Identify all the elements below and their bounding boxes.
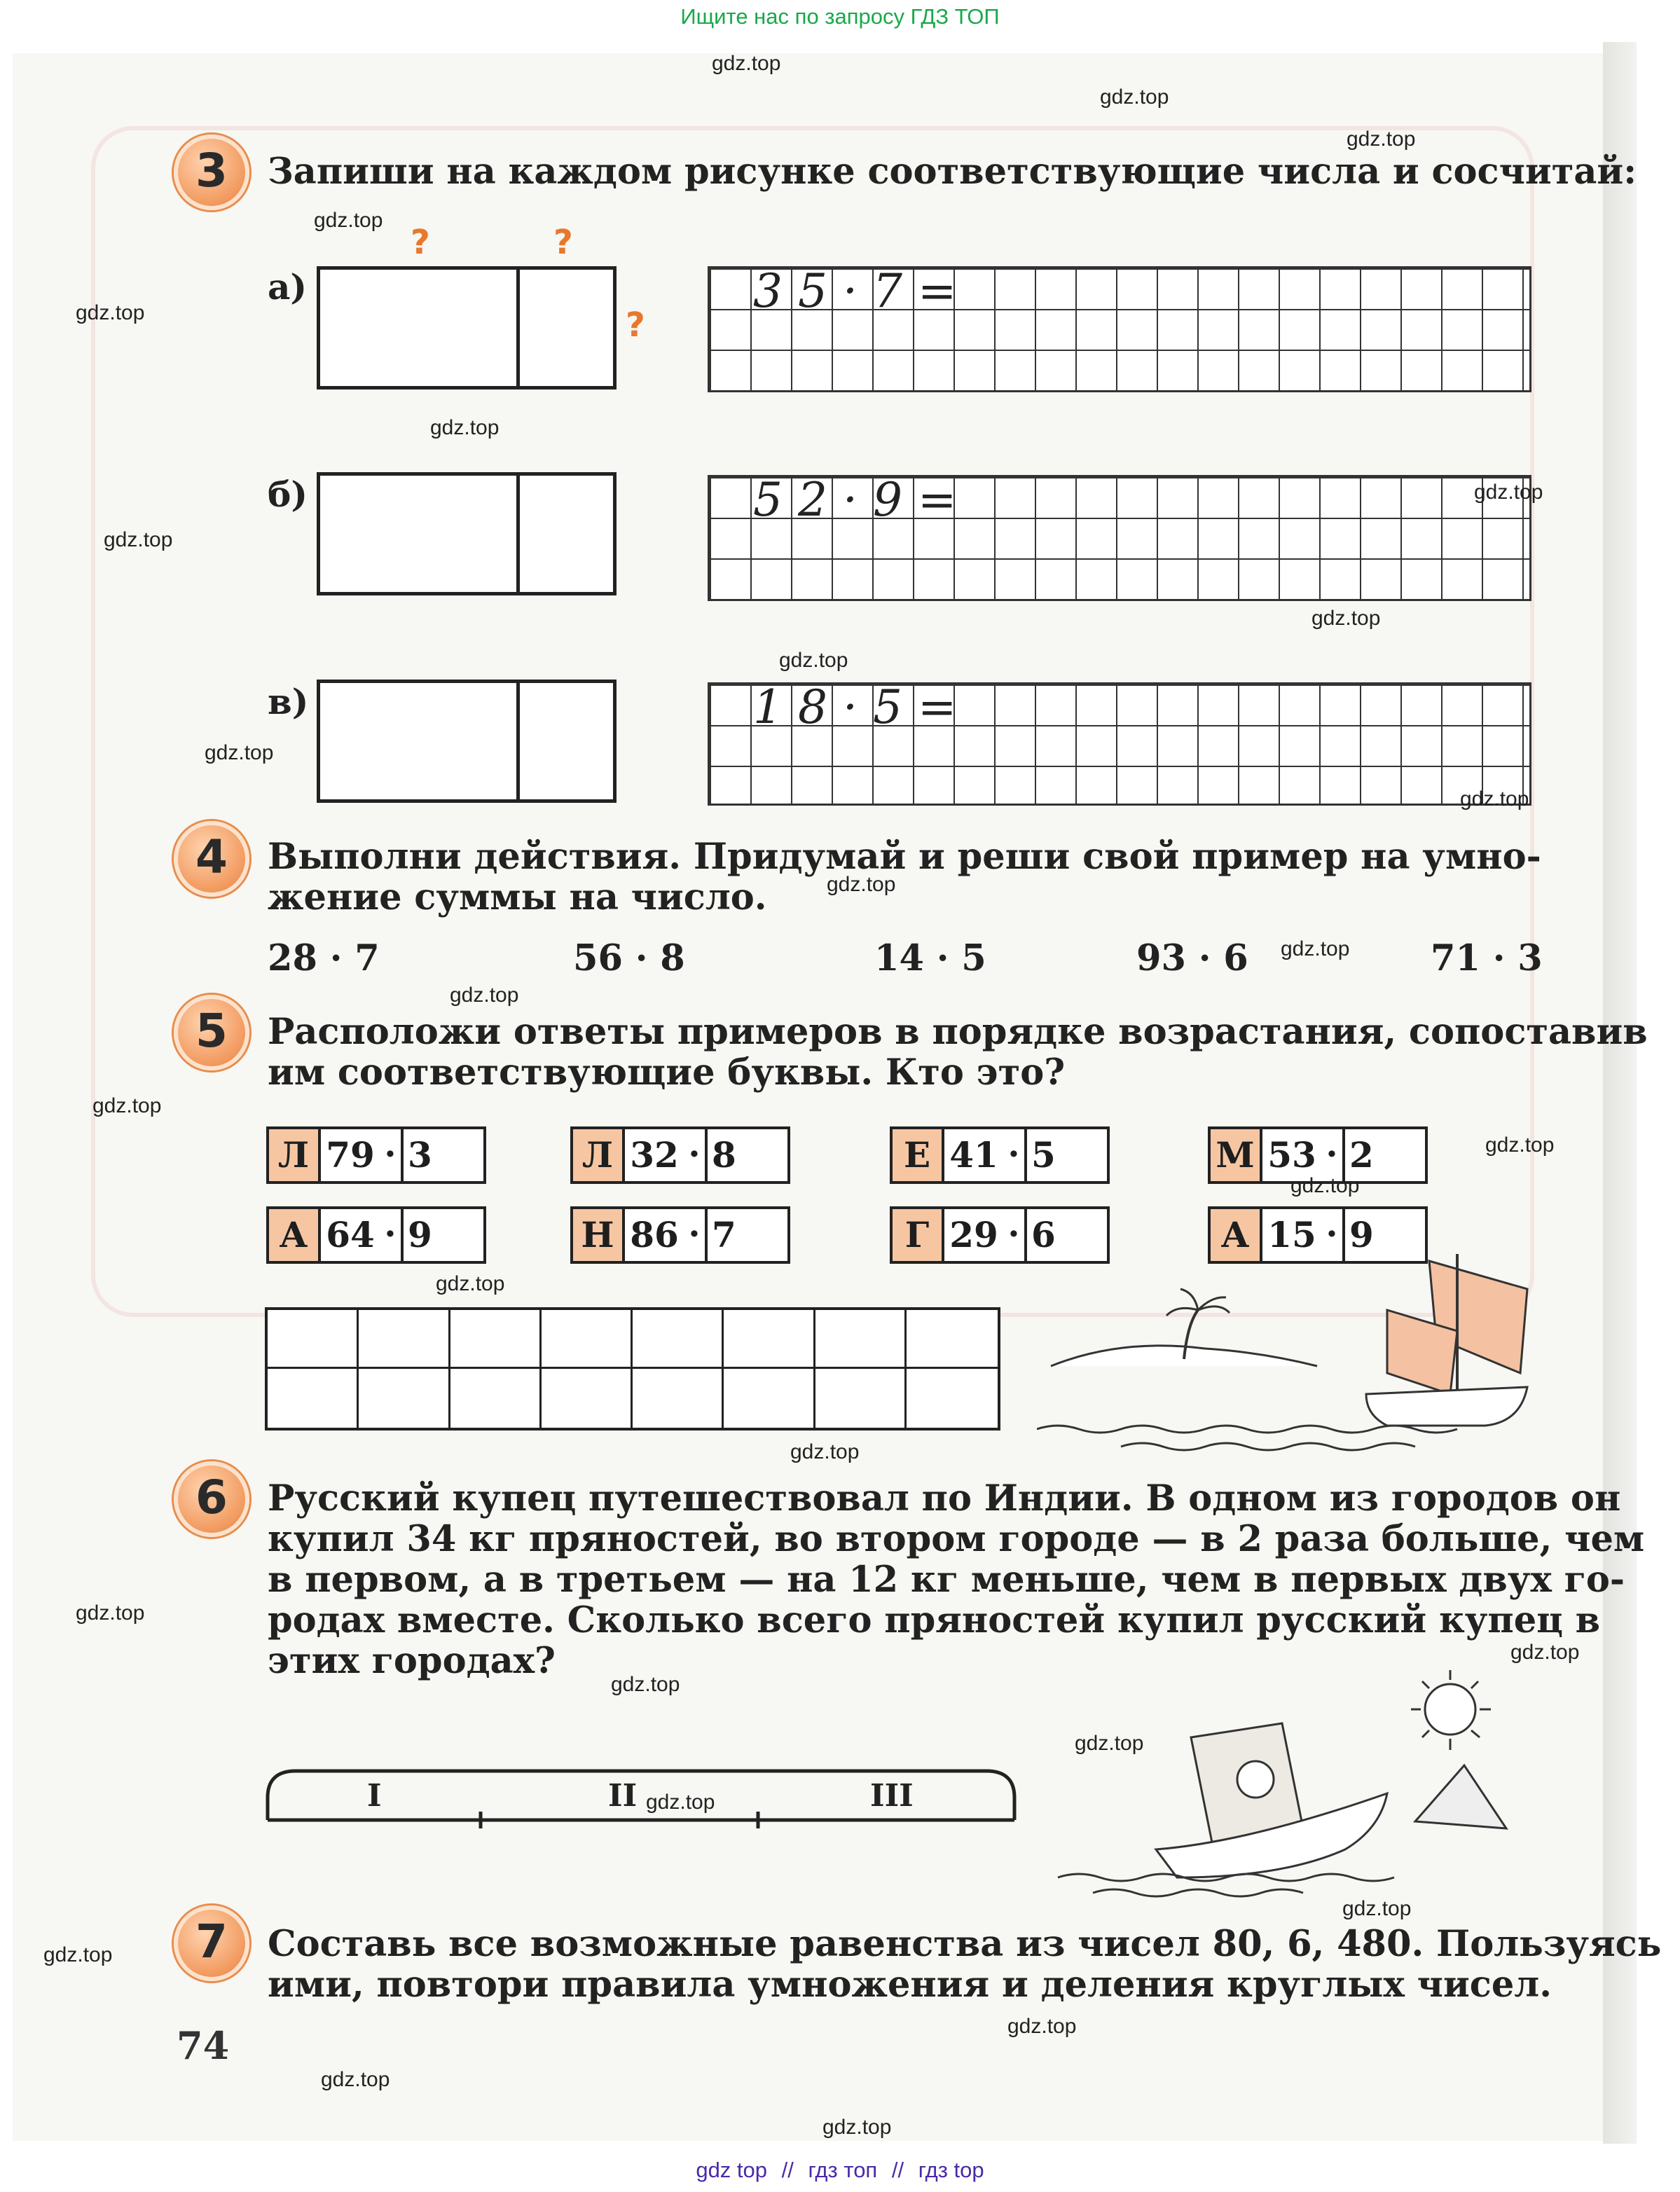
watermark-text: gdz.top <box>1347 127 1416 151</box>
answer-cell[interactable] <box>633 1310 724 1369</box>
card-factor: 64 <box>326 1214 375 1255</box>
watermark-text: gdz.top <box>1311 607 1381 630</box>
card-factor: 15 <box>1267 1214 1316 1255</box>
card-factor: 32 <box>630 1134 679 1176</box>
letter-card <box>890 1126 1110 1184</box>
card-dot: · <box>1326 1133 1338 1174</box>
card-dot: · <box>688 1133 701 1174</box>
card-factor: 2 <box>1342 1129 1391 1181</box>
task6-line: родах вместе. Сколько всего пряностей купил русский купец в <box>268 1599 1601 1641</box>
watermark-text: gdz.top <box>76 301 145 324</box>
letter-card <box>570 1206 790 1264</box>
watermark-text: gdz.top <box>827 873 896 896</box>
answer-cell[interactable] <box>815 1310 907 1369</box>
card-factor: 6 <box>1024 1209 1073 1261</box>
watermark-text: gdz.top <box>104 528 173 551</box>
task7-text-line2: ими, повтори правила умножения и деления круглых чисел. <box>268 1964 1552 2006</box>
letter-card <box>266 1126 486 1184</box>
card-dot: · <box>384 1213 397 1254</box>
task-number-badge <box>174 1905 249 1981</box>
watermark-text: gdz.top <box>1510 1641 1580 1664</box>
card-factor: 7 <box>705 1209 754 1261</box>
answer-cell[interactable] <box>450 1369 542 1428</box>
watermark-text: gdz.top <box>1290 1174 1360 1197</box>
watermark-text: gdz.top <box>76 1601 145 1625</box>
question-mark: ? <box>411 223 430 262</box>
watermark-text: gdz.top <box>321 2068 390 2091</box>
example: 14 · 5 <box>874 937 986 979</box>
answer-cell[interactable] <box>268 1369 359 1428</box>
example: 93 · 6 <box>1136 937 1248 979</box>
footer-links <box>0 2158 1680 2188</box>
watermark-text: gdz.top <box>1100 85 1169 109</box>
watermark-text: gdz.top <box>1485 1133 1555 1157</box>
grid-expression: 18·5= <box>753 680 972 734</box>
task5-text-line1: Расположи ответы примеров в порядке возрастания, сопоставив <box>268 1011 1648 1053</box>
task-number: 6 <box>195 1470 228 1524</box>
card-letter: А <box>269 1209 321 1261</box>
segment-label: III <box>870 1778 914 1814</box>
footer-link[interactable]: гдз топ <box>808 2158 878 2182</box>
answer-cell[interactable] <box>907 1369 998 1428</box>
card-factor: 53 <box>1267 1134 1316 1176</box>
answer-cell[interactable] <box>907 1310 998 1369</box>
letter-card <box>570 1126 790 1184</box>
task-number: 4 <box>195 830 228 884</box>
footer-separator: // <box>781 2158 794 2182</box>
watermark-text: gdz.top <box>822 2116 892 2139</box>
task6-line: Русский купец путешествовал по Индии. В одном из городов он <box>268 1477 1621 1519</box>
task6-line: этих городах? <box>268 1640 556 1682</box>
card-factor: 41 <box>949 1134 998 1176</box>
task6-line: купил 34 кг пряностей, во втором городе — в 2 раза больше, чем <box>268 1518 1645 1560</box>
answer-cell[interactable] <box>359 1369 450 1428</box>
watermark-text: gdz.top <box>450 984 519 1007</box>
item-label-c: в) <box>268 681 309 722</box>
card-letter: А <box>1211 1209 1262 1261</box>
grid-expression: 35·7= <box>753 264 972 318</box>
answer-cell[interactable] <box>724 1369 815 1428</box>
task7-text-line1: Составь все возможные равенства из чисел 80, 6, 480. Пользуясь <box>268 1923 1662 1965</box>
task3-text: Запиши на каждом рисунке соответствующие числа и сосчитай: <box>268 151 1637 193</box>
task4-text-line2: жение суммы на число. <box>268 876 767 918</box>
card-letter: Г <box>893 1209 944 1261</box>
card-letter: Н <box>573 1209 625 1261</box>
watermark-text: gdz.top <box>790 1440 860 1463</box>
watermark-text: gdz.top <box>1007 2015 1077 2038</box>
example: 71 · 3 <box>1431 937 1543 979</box>
card-letter: Л <box>269 1129 321 1181</box>
card-factor: 9 <box>401 1209 450 1261</box>
letter-card <box>266 1206 486 1264</box>
answer-cell[interactable] <box>633 1369 724 1428</box>
watermark-text: gdz.top <box>436 1272 505 1295</box>
card-factor: 79 <box>326 1134 375 1176</box>
task-number: 5 <box>195 1004 228 1058</box>
task4-text-line1: Выполни действия. Придумай и реши свой пример на умно- <box>268 836 1541 878</box>
card-dot: · <box>1326 1213 1338 1254</box>
item-label-a: а) <box>268 266 308 308</box>
card-dot: · <box>1007 1133 1020 1174</box>
answer-letter-table[interactable] <box>265 1307 1000 1431</box>
segment-label: I <box>367 1778 382 1814</box>
answer-cell[interactable] <box>359 1310 450 1369</box>
merchant-boat-illustration <box>1051 1667 1541 1898</box>
card-factor: 86 <box>630 1214 679 1255</box>
footer-link[interactable]: гдз top <box>918 2158 984 2182</box>
task5-text-line2: им соответствующие буквы. Кто это? <box>268 1052 1066 1094</box>
answer-grid-c[interactable] <box>708 682 1531 806</box>
watermark-text: gdz.top <box>430 416 500 439</box>
sailing-ship-illustration <box>1037 1233 1555 1464</box>
answer-grid-b[interactable] <box>708 475 1531 601</box>
card-letter: Е <box>893 1129 944 1181</box>
answer-cell[interactable] <box>450 1310 542 1369</box>
example: 28 · 7 <box>268 937 380 979</box>
card-factor: 8 <box>705 1129 754 1181</box>
card-letter: М <box>1211 1129 1262 1181</box>
answer-cell[interactable] <box>268 1310 359 1369</box>
card-factor: 9 <box>1342 1209 1391 1261</box>
page-edge-shadow <box>1603 42 1637 2144</box>
example: 56 · 8 <box>573 937 685 979</box>
question-mark: ? <box>553 223 573 262</box>
task-number-badge <box>174 135 249 210</box>
answer-grid-a[interactable] <box>708 266 1531 392</box>
question-mark: ? <box>626 305 645 345</box>
item-label-b: б) <box>268 474 308 515</box>
watermark-text: gdz.top <box>712 52 781 75</box>
watermark-text: gdz.top <box>1281 937 1350 960</box>
segment-diagram-b <box>317 472 617 595</box>
segment-diagram-c <box>317 680 617 803</box>
task-number-badge <box>174 821 249 897</box>
task6-line: в первом, а в третьем — на 12 кг меньше, чем в первых двух го- <box>268 1559 1625 1601</box>
card-dot: · <box>384 1133 397 1174</box>
card-factor: 29 <box>949 1214 998 1255</box>
answer-cell[interactable] <box>542 1310 633 1369</box>
task-number-badge <box>174 995 249 1070</box>
card-factor: 5 <box>1024 1129 1073 1181</box>
watermark-text: gdz.top <box>1075 1732 1144 1755</box>
watermark-text: gdz.top <box>611 1673 680 1696</box>
answer-cell[interactable] <box>815 1369 907 1428</box>
watermark-text: gdz.top <box>646 1791 715 1814</box>
segment-diagram-a <box>317 266 617 390</box>
watermark-text: gdz.top <box>1474 481 1543 504</box>
watermark-text: gdz.top <box>1342 1897 1412 1920</box>
task-number: 7 <box>195 1915 228 1969</box>
card-dot: · <box>1007 1213 1020 1254</box>
card-factor: 3 <box>401 1129 450 1181</box>
watermark-text: gdz.top <box>1460 787 1529 811</box>
segment-label: II <box>608 1778 638 1814</box>
footer-separator: // <box>891 2158 904 2182</box>
task-number-badge <box>174 1461 249 1537</box>
watermark-text: gdz.top <box>92 1094 162 1117</box>
watermark-text: gdz.top <box>43 1943 113 1966</box>
watermark-text: gdz.top <box>779 649 848 672</box>
card-letter: Л <box>573 1129 625 1181</box>
task-number: 3 <box>195 144 228 198</box>
top-banner[interactable]: Ищите нас по запросу ГДЗ ТОП <box>680 4 1000 29</box>
watermark-text: gdz.top <box>205 741 274 764</box>
grid-expression: 52·9= <box>753 473 972 527</box>
footer-link[interactable]: gdz top <box>696 2158 768 2182</box>
answer-cell[interactable] <box>724 1310 815 1369</box>
card-dot: · <box>688 1213 701 1254</box>
watermark-text: gdz.top <box>314 209 383 232</box>
page-number: 74 <box>177 2023 230 2068</box>
answer-cell[interactable] <box>542 1369 633 1428</box>
